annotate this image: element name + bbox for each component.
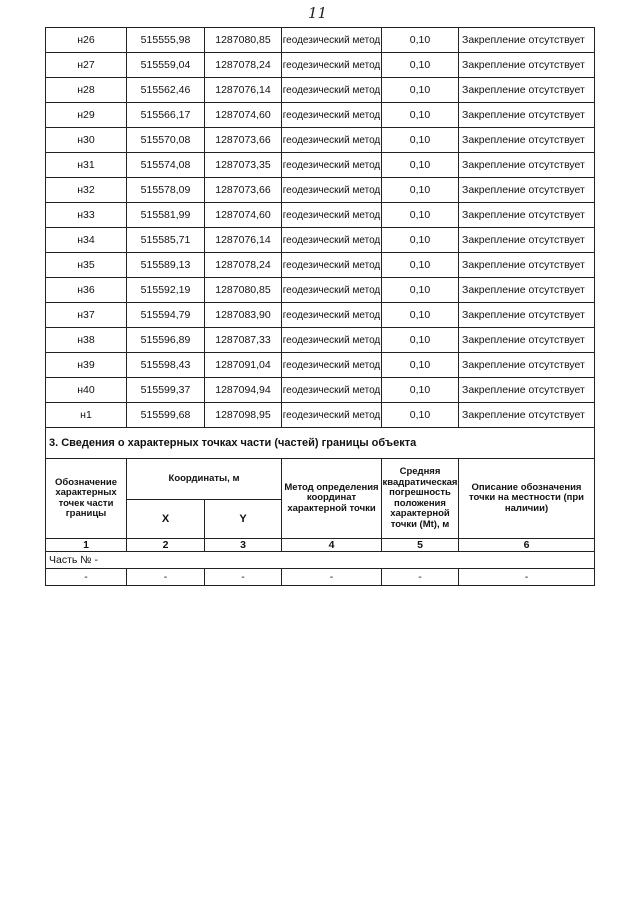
x-coordinate-cell: 515596,89: [127, 328, 205, 353]
table-row: [46, 378, 595, 403]
method-cell: геодезический метод: [282, 78, 382, 103]
point-cell: н32: [46, 178, 127, 203]
accuracy-cell: 0,10: [382, 78, 459, 103]
method-cell: геодезический метод: [282, 278, 382, 303]
y-coordinate-cell: 1287098,95: [205, 403, 282, 428]
x-coordinate-cell: 515585,71: [127, 228, 205, 253]
accuracy-cell: 0,10: [382, 103, 459, 128]
y-coordinate-cell: 1287078,24: [205, 53, 282, 78]
y-coordinate-cell: 1287091,04: [205, 353, 282, 378]
x-coordinate-cell: 515598,43: [127, 353, 205, 378]
description-cell: Закрепление отсутствует: [459, 403, 595, 428]
coordinates-table: [45, 27, 595, 428]
header-x: X: [127, 500, 205, 539]
description-cell: Закрепление отсутствует: [459, 378, 595, 403]
y-coordinate-cell: 1287087,33: [205, 328, 282, 353]
header-method: Метод определения координат характерной точки: [282, 459, 382, 539]
empty-cell: -: [459, 569, 595, 586]
accuracy-cell: 0,10: [382, 378, 459, 403]
accuracy-cell: 0,10: [382, 53, 459, 78]
column-number: 4: [282, 539, 382, 552]
y-coordinate-cell: 1287073,66: [205, 128, 282, 153]
description-cell: Закрепление отсутствует: [459, 153, 595, 178]
description-cell: Закрепление отсутствует: [459, 328, 595, 353]
method-cell: геодезический метод: [282, 203, 382, 228]
description-cell: Закрепление отсутствует: [459, 203, 595, 228]
description-cell: Закрепление отсутствует: [459, 253, 595, 278]
y-coordinate-cell: 1287076,14: [205, 78, 282, 103]
column-number: 1: [46, 539, 127, 552]
table-row: [46, 78, 595, 103]
table-row: [46, 353, 595, 378]
table-row: [46, 103, 595, 128]
x-coordinate-cell: 515570,08: [127, 128, 205, 153]
accuracy-cell: 0,10: [382, 203, 459, 228]
table-row: [46, 53, 595, 78]
point-cell: н34: [46, 228, 127, 253]
method-cell: геодезический метод: [282, 228, 382, 253]
empty-cell: -: [205, 569, 282, 586]
method-cell: геодезический метод: [282, 153, 382, 178]
empty-cell: -: [127, 569, 205, 586]
method-cell: геодезический метод: [282, 178, 382, 203]
method-cell: геодезический метод: [282, 53, 382, 78]
x-coordinate-cell: 515599,37: [127, 378, 205, 403]
y-coordinate-cell: 1287094,94: [205, 378, 282, 403]
y-coordinate-cell: 1287073,35: [205, 153, 282, 178]
accuracy-cell: 0,10: [382, 353, 459, 378]
table-row: [46, 228, 595, 253]
accuracy-cell: 0,10: [382, 328, 459, 353]
y-coordinate-cell: 1287073,66: [205, 178, 282, 203]
column-number: 3: [205, 539, 282, 552]
header-point: Обозначение характерных точек части границы: [46, 459, 127, 539]
point-cell: н35: [46, 253, 127, 278]
method-cell: геодезический метод: [282, 103, 382, 128]
point-cell: н38: [46, 328, 127, 353]
empty-cell: -: [46, 569, 127, 586]
table-row: [46, 278, 595, 303]
point-cell: н31: [46, 153, 127, 178]
table-row: [46, 203, 595, 228]
accuracy-cell: 0,10: [382, 303, 459, 328]
x-coordinate-cell: 515578,09: [127, 178, 205, 203]
x-coordinate-cell: 515574,08: [127, 153, 205, 178]
x-coordinate-cell: 515559,04: [127, 53, 205, 78]
method-cell: геодезический метод: [282, 253, 382, 278]
x-coordinate-cell: 515592,19: [127, 278, 205, 303]
header-y: Y: [205, 500, 282, 539]
description-cell: Закрепление отсутствует: [459, 178, 595, 203]
empty-cell: -: [282, 569, 382, 586]
accuracy-cell: 0,10: [382, 28, 459, 53]
y-coordinate-cell: 1287080,85: [205, 278, 282, 303]
column-numbers-row: [46, 539, 595, 552]
table-row: [46, 328, 595, 353]
point-cell: н36: [46, 278, 127, 303]
table-row: [46, 403, 595, 428]
y-coordinate-cell: 1287074,60: [205, 103, 282, 128]
point-cell: н40: [46, 378, 127, 403]
x-coordinate-cell: 515594,79: [127, 303, 205, 328]
table-row: [46, 178, 595, 203]
description-cell: Закрепление отсутствует: [459, 353, 595, 378]
part-row: [46, 552, 595, 569]
y-coordinate-cell: 1287078,24: [205, 253, 282, 278]
description-cell: Закрепление отсутствует: [459, 78, 595, 103]
method-cell: геодезический метод: [282, 28, 382, 53]
y-coordinate-cell: 1287074,60: [205, 203, 282, 228]
point-cell: н39: [46, 353, 127, 378]
page-number: 11: [308, 4, 328, 22]
description-cell: Закрепление отсутствует: [459, 128, 595, 153]
empty-cell: -: [382, 569, 459, 586]
point-cell: н29: [46, 103, 127, 128]
column-number: 2: [127, 539, 205, 552]
part-label: Часть № -: [46, 552, 595, 569]
x-coordinate-cell: 515589,13: [127, 253, 205, 278]
table-row: [46, 28, 595, 53]
x-coordinate-cell: 515555,98: [127, 28, 205, 53]
accuracy-cell: 0,10: [382, 278, 459, 303]
accuracy-cell: 0,10: [382, 253, 459, 278]
column-number: 5: [382, 539, 459, 552]
description-cell: Закрепление отсутствует: [459, 278, 595, 303]
point-cell: н28: [46, 78, 127, 103]
method-cell: геодезический метод: [282, 403, 382, 428]
column-number: 6: [459, 539, 595, 552]
x-coordinate-cell: 515599,68: [127, 403, 205, 428]
method-cell: геодезический метод: [282, 353, 382, 378]
table-row: [46, 303, 595, 328]
point-cell: н37: [46, 303, 127, 328]
method-cell: геодезический метод: [282, 378, 382, 403]
x-coordinate-cell: 515562,46: [127, 78, 205, 103]
header-accuracy: Средняя квадратическая погрешность положения характерной точки (Mt), м: [382, 459, 459, 539]
description-cell: Закрепление отсутствует: [459, 28, 595, 53]
accuracy-cell: 0,10: [382, 228, 459, 253]
y-coordinate-cell: 1287080,85: [205, 28, 282, 53]
y-coordinate-cell: 1287076,14: [205, 228, 282, 253]
x-coordinate-cell: 515566,17: [127, 103, 205, 128]
header-coordinates: Координаты, м: [127, 459, 282, 500]
method-cell: геодезический метод: [282, 328, 382, 353]
y-coordinate-cell: 1287083,90: [205, 303, 282, 328]
point-cell: н1: [46, 403, 127, 428]
description-cell: Закрепление отсутствует: [459, 228, 595, 253]
method-cell: геодезический метод: [282, 128, 382, 153]
header-description: Описание обозначения точки на местности (при наличии): [459, 459, 595, 539]
description-cell: Закрепление отсутствует: [459, 303, 595, 328]
accuracy-cell: 0,10: [382, 178, 459, 203]
accuracy-cell: 0,10: [382, 403, 459, 428]
section3-title: 3. Сведения о характерных точках части (частей) границы объекта: [46, 428, 595, 459]
empty-row: [46, 569, 595, 586]
point-cell: н26: [46, 28, 127, 53]
accuracy-cell: 0,10: [382, 153, 459, 178]
x-coordinate-cell: 515581,99: [127, 203, 205, 228]
point-cell: н33: [46, 203, 127, 228]
table-row: [46, 253, 595, 278]
table-row: [46, 128, 595, 153]
section3-table: [45, 427, 595, 586]
description-cell: Закрепление отсутствует: [459, 103, 595, 128]
description-cell: Закрепление отсутствует: [459, 53, 595, 78]
accuracy-cell: 0,10: [382, 128, 459, 153]
point-cell: н27: [46, 53, 127, 78]
point-cell: н30: [46, 128, 127, 153]
table-row: [46, 153, 595, 178]
method-cell: геодезический метод: [282, 303, 382, 328]
